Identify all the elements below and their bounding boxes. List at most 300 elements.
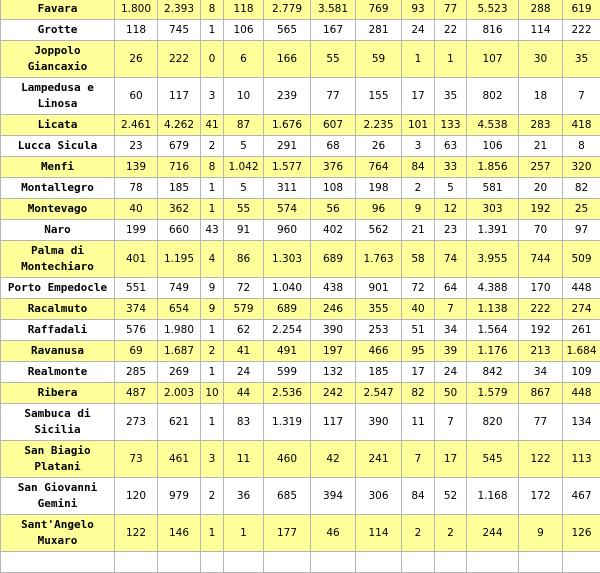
value-cell: 1 xyxy=(402,41,435,78)
value-cell: 689 xyxy=(264,299,311,320)
value-cell: 93 xyxy=(402,0,435,20)
value-cell: 1.176 xyxy=(467,341,519,362)
value-cell: 12 xyxy=(435,199,467,220)
table-row xyxy=(1,299,600,320)
value-cell: 26 xyxy=(356,136,402,157)
value-cell: 5 xyxy=(224,136,264,157)
value-cell: 2.003 xyxy=(158,383,201,404)
municipality-name-cell xyxy=(1,552,115,573)
value-cell: 108 xyxy=(311,178,356,199)
value-cell: 10 xyxy=(201,383,224,404)
value-cell: 43 xyxy=(201,220,224,241)
value-cell: 60 xyxy=(115,78,158,115)
value-cell: 132 xyxy=(311,362,356,383)
value-cell: 820 xyxy=(467,404,519,441)
value-cell: 77 xyxy=(435,0,467,20)
value-cell: 18 xyxy=(519,78,563,115)
value-cell: 1 xyxy=(201,178,224,199)
value-cell: 2 xyxy=(201,136,224,157)
value-cell: 461 xyxy=(158,441,201,478)
value-cell: 3 xyxy=(201,441,224,478)
value-cell: 744 xyxy=(519,241,563,278)
value-cell: 273 xyxy=(115,404,158,441)
value-cell: 1.579 xyxy=(467,383,519,404)
municipality-name-cell: Joppolo Giancaxio xyxy=(1,41,115,78)
table-row xyxy=(1,241,600,278)
value-cell: 1 xyxy=(224,515,264,552)
value-cell: 9 xyxy=(201,299,224,320)
value-cell: 241 xyxy=(356,441,402,478)
table-row xyxy=(1,157,600,178)
value-cell: 487 xyxy=(115,383,158,404)
value-cell: 222 xyxy=(158,41,201,78)
value-cell: 303 xyxy=(467,199,519,220)
value-cell: 607 xyxy=(311,115,356,136)
value-cell: 55 xyxy=(311,41,356,78)
value-cell: 17 xyxy=(435,441,467,478)
table-row xyxy=(1,404,600,441)
value-cell: 716 xyxy=(158,157,201,178)
value-cell: 17 xyxy=(402,78,435,115)
value-cell: 1.676 xyxy=(264,115,311,136)
value-cell: 581 xyxy=(467,178,519,199)
value-cell: 86 xyxy=(224,241,264,278)
value-cell: 55 xyxy=(224,199,264,220)
value-cell: 4 xyxy=(201,241,224,278)
value-cell xyxy=(435,552,467,573)
value-cell: 1.564 xyxy=(467,320,519,341)
value-cell: 40 xyxy=(115,199,158,220)
value-cell: 63 xyxy=(435,136,467,157)
value-cell: 745 xyxy=(158,20,201,41)
value-cell: 1.195 xyxy=(158,241,201,278)
table-row xyxy=(1,278,600,299)
value-cell: 283 xyxy=(519,115,563,136)
value-cell: 96 xyxy=(356,199,402,220)
value-cell: 562 xyxy=(356,220,402,241)
value-cell: 1.980 xyxy=(158,320,201,341)
value-cell: 7 xyxy=(402,441,435,478)
value-cell: 166 xyxy=(264,41,311,78)
municipality-name-cell: San Biagio Platani xyxy=(1,441,115,478)
value-cell: 9 xyxy=(201,278,224,299)
value-cell: 199 xyxy=(115,220,158,241)
value-cell: 40 xyxy=(402,299,435,320)
value-cell: 679 xyxy=(158,136,201,157)
value-cell: 72 xyxy=(224,278,264,299)
value-cell: 261 xyxy=(563,320,600,341)
table-row xyxy=(1,178,600,199)
value-cell: 491 xyxy=(264,341,311,362)
value-cell: 2.235 xyxy=(356,115,402,136)
value-cell xyxy=(115,552,158,573)
value-cell: 222 xyxy=(519,299,563,320)
table-row xyxy=(1,383,600,404)
value-cell: 82 xyxy=(563,178,600,199)
value-cell: 1 xyxy=(435,41,467,78)
value-cell: 87 xyxy=(224,115,264,136)
table-row xyxy=(1,441,600,478)
value-cell: 56 xyxy=(311,199,356,220)
value-cell: 2 xyxy=(402,178,435,199)
value-cell: 83 xyxy=(224,404,264,441)
value-cell: 291 xyxy=(264,136,311,157)
value-cell: 8 xyxy=(201,157,224,178)
municipality-name-cell: Grotte xyxy=(1,20,115,41)
value-cell xyxy=(563,552,600,573)
value-cell: 35 xyxy=(435,78,467,115)
value-cell: 122 xyxy=(519,441,563,478)
value-cell: 107 xyxy=(467,41,519,78)
value-cell: 660 xyxy=(158,220,201,241)
value-cell: 84 xyxy=(402,157,435,178)
value-cell: 599 xyxy=(264,362,311,383)
value-cell: 11 xyxy=(224,441,264,478)
value-cell: 579 xyxy=(224,299,264,320)
municipality-name-cell: Lucca Sicula xyxy=(1,136,115,157)
value-cell xyxy=(201,552,224,573)
value-cell: 242 xyxy=(311,383,356,404)
value-cell: 1.577 xyxy=(264,157,311,178)
value-cell: 1 xyxy=(201,362,224,383)
value-cell: 114 xyxy=(356,515,402,552)
value-cell: 35 xyxy=(563,41,600,78)
table-row xyxy=(1,115,600,136)
value-cell: 306 xyxy=(356,478,402,515)
value-cell: 10 xyxy=(224,78,264,115)
value-cell: 1.763 xyxy=(356,241,402,278)
table-row xyxy=(1,220,600,241)
value-cell: 621 xyxy=(158,404,201,441)
value-cell: 4.388 xyxy=(467,278,519,299)
value-cell: 448 xyxy=(563,383,600,404)
value-cell: 5.523 xyxy=(467,0,519,20)
value-cell: 1.856 xyxy=(467,157,519,178)
value-cell: 185 xyxy=(356,362,402,383)
value-cell: 257 xyxy=(519,157,563,178)
municipality-name-cell: Ribera xyxy=(1,383,115,404)
value-cell: 21 xyxy=(402,220,435,241)
municipality-name-cell: Montevago xyxy=(1,199,115,220)
table-row xyxy=(1,515,600,552)
value-cell: 118 xyxy=(224,0,264,20)
value-cell: 448 xyxy=(563,278,600,299)
value-cell: 394 xyxy=(311,478,356,515)
value-cell: 50 xyxy=(435,383,467,404)
value-cell: 155 xyxy=(356,78,402,115)
value-cell: 867 xyxy=(519,383,563,404)
value-cell: 390 xyxy=(311,320,356,341)
value-cell: 619 xyxy=(563,0,600,20)
value-cell: 576 xyxy=(115,320,158,341)
municipality-name-cell: Favara xyxy=(1,0,115,20)
value-cell: 117 xyxy=(311,404,356,441)
value-cell: 2.254 xyxy=(264,320,311,341)
value-cell: 816 xyxy=(467,20,519,41)
table-row xyxy=(1,136,600,157)
value-cell: 4.538 xyxy=(467,115,519,136)
value-cell: 34 xyxy=(435,320,467,341)
value-cell: 34 xyxy=(519,362,563,383)
value-cell: 51 xyxy=(402,320,435,341)
value-cell: 311 xyxy=(264,178,311,199)
value-cell: 120 xyxy=(115,478,158,515)
value-cell: 1 xyxy=(201,20,224,41)
municipality-name-cell: Realmonte xyxy=(1,362,115,383)
value-cell: 802 xyxy=(467,78,519,115)
value-cell: 26 xyxy=(115,41,158,78)
value-cell xyxy=(519,552,563,573)
value-cell: 565 xyxy=(264,20,311,41)
value-cell xyxy=(224,552,264,573)
value-cell: 197 xyxy=(311,341,356,362)
value-cell: 979 xyxy=(158,478,201,515)
value-cell: 7 xyxy=(435,404,467,441)
value-cell: 418 xyxy=(563,115,600,136)
value-cell: 36 xyxy=(224,478,264,515)
table-row xyxy=(1,341,600,362)
municipality-name-cell: San Giovanni Gemini xyxy=(1,478,115,515)
table-row xyxy=(1,199,600,220)
municipality-name-cell: Menfi xyxy=(1,157,115,178)
value-cell: 7 xyxy=(563,78,600,115)
table-row xyxy=(1,20,600,41)
value-cell: 288 xyxy=(519,0,563,20)
value-cell: 25 xyxy=(563,199,600,220)
value-cell: 901 xyxy=(356,278,402,299)
value-cell: 281 xyxy=(356,20,402,41)
value-cell xyxy=(402,552,435,573)
value-cell: 509 xyxy=(563,241,600,278)
municipality-name-cell: Sant'Angelo Muxaro xyxy=(1,515,115,552)
value-cell: 467 xyxy=(563,478,600,515)
value-cell: 70 xyxy=(519,220,563,241)
value-cell: 960 xyxy=(264,220,311,241)
value-cell: 77 xyxy=(519,404,563,441)
value-cell: 3.581 xyxy=(311,0,356,20)
value-cell: 9 xyxy=(519,515,563,552)
value-cell: 122 xyxy=(115,515,158,552)
municipality-name-cell: Raffadali xyxy=(1,320,115,341)
value-cell: 21 xyxy=(519,136,563,157)
value-cell: 8 xyxy=(563,136,600,157)
value-cell: 222 xyxy=(563,20,600,41)
value-cell: 52 xyxy=(435,478,467,515)
value-cell: 42 xyxy=(311,441,356,478)
value-cell: 253 xyxy=(356,320,402,341)
value-cell: 2 xyxy=(435,515,467,552)
value-cell: 118 xyxy=(115,20,158,41)
value-cell: 46 xyxy=(311,515,356,552)
value-cell xyxy=(158,552,201,573)
value-cell: 78 xyxy=(115,178,158,199)
value-cell: 58 xyxy=(402,241,435,278)
value-cell: 244 xyxy=(467,515,519,552)
value-cell: 685 xyxy=(264,478,311,515)
value-cell: 134 xyxy=(563,404,600,441)
value-cell: 401 xyxy=(115,241,158,278)
value-cell: 1 xyxy=(201,404,224,441)
value-cell: 239 xyxy=(264,78,311,115)
value-cell: 1.138 xyxy=(467,299,519,320)
value-cell: 376 xyxy=(311,157,356,178)
value-cell xyxy=(356,552,402,573)
value-cell: 117 xyxy=(158,78,201,115)
value-cell: 64 xyxy=(435,278,467,299)
value-cell: 30 xyxy=(519,41,563,78)
value-cell: 246 xyxy=(311,299,356,320)
value-cell: 22 xyxy=(435,20,467,41)
value-cell: 1.800 xyxy=(115,0,158,20)
value-cell: 17 xyxy=(402,362,435,383)
value-cell: 82 xyxy=(402,383,435,404)
value-cell: 177 xyxy=(264,515,311,552)
value-cell: 84 xyxy=(402,478,435,515)
value-cell: 126 xyxy=(563,515,600,552)
municipality-name-cell: Sambuca di Sicilia xyxy=(1,404,115,441)
value-cell: 2.547 xyxy=(356,383,402,404)
value-cell: 24 xyxy=(402,20,435,41)
value-cell: 2 xyxy=(402,515,435,552)
value-cell: 185 xyxy=(158,178,201,199)
value-cell: 192 xyxy=(519,320,563,341)
value-cell: 654 xyxy=(158,299,201,320)
value-cell: 44 xyxy=(224,383,264,404)
municipality-name-cell: Porto Empedocle xyxy=(1,278,115,299)
value-cell: 6 xyxy=(224,41,264,78)
value-cell: 466 xyxy=(356,341,402,362)
value-cell: 2.779 xyxy=(264,0,311,20)
value-cell: 438 xyxy=(311,278,356,299)
value-cell: 4.262 xyxy=(158,115,201,136)
value-cell: 2 xyxy=(201,478,224,515)
value-cell: 7 xyxy=(435,299,467,320)
value-cell: 2.536 xyxy=(264,383,311,404)
value-cell: 2.393 xyxy=(158,0,201,20)
value-cell: 23 xyxy=(115,136,158,157)
value-cell: 24 xyxy=(435,362,467,383)
value-cell: 1.391 xyxy=(467,220,519,241)
value-cell: 146 xyxy=(158,515,201,552)
municipality-name-cell: Montallegro xyxy=(1,178,115,199)
value-cell: 1.303 xyxy=(264,241,311,278)
value-cell: 114 xyxy=(519,20,563,41)
value-cell: 5 xyxy=(435,178,467,199)
value-cell: 274 xyxy=(563,299,600,320)
value-cell: 285 xyxy=(115,362,158,383)
table-row xyxy=(1,78,600,115)
value-cell: 72 xyxy=(402,278,435,299)
table-row xyxy=(1,320,600,341)
value-cell: 62 xyxy=(224,320,264,341)
value-cell: 11 xyxy=(402,404,435,441)
value-cell: 106 xyxy=(224,20,264,41)
value-cell: 3.955 xyxy=(467,241,519,278)
value-cell: 192 xyxy=(519,199,563,220)
value-cell: 41 xyxy=(224,341,264,362)
value-cell: 269 xyxy=(158,362,201,383)
table-row xyxy=(1,552,600,573)
value-cell: 109 xyxy=(563,362,600,383)
value-cell: 39 xyxy=(435,341,467,362)
value-cell xyxy=(264,552,311,573)
value-cell: 68 xyxy=(311,136,356,157)
value-cell: 133 xyxy=(435,115,467,136)
value-cell xyxy=(467,552,519,573)
value-cell: 33 xyxy=(435,157,467,178)
value-cell: 551 xyxy=(115,278,158,299)
value-cell: 77 xyxy=(311,78,356,115)
value-cell: 69 xyxy=(115,341,158,362)
value-cell: 574 xyxy=(264,199,311,220)
value-cell: 8 xyxy=(201,0,224,20)
municipality-name-cell: Licata xyxy=(1,115,115,136)
value-cell: 9 xyxy=(402,199,435,220)
value-cell: 374 xyxy=(115,299,158,320)
value-cell: 1.684 xyxy=(563,341,600,362)
value-cell: 749 xyxy=(158,278,201,299)
value-cell: 24 xyxy=(224,362,264,383)
municipality-name-cell: Lampedusa e Linosa xyxy=(1,78,115,115)
value-cell: 172 xyxy=(519,478,563,515)
value-cell: 764 xyxy=(356,157,402,178)
value-cell: 3 xyxy=(201,78,224,115)
value-cell: 1.319 xyxy=(264,404,311,441)
value-cell: 23 xyxy=(435,220,467,241)
value-cell: 3 xyxy=(402,136,435,157)
value-cell: 167 xyxy=(311,20,356,41)
value-cell: 74 xyxy=(435,241,467,278)
municipality-name-cell: Ravanusa xyxy=(1,341,115,362)
value-cell: 1.040 xyxy=(264,278,311,299)
value-cell: 59 xyxy=(356,41,402,78)
value-cell: 460 xyxy=(264,441,311,478)
value-cell: 2.461 xyxy=(115,115,158,136)
value-cell: 95 xyxy=(402,341,435,362)
value-cell: 91 xyxy=(224,220,264,241)
value-cell: 402 xyxy=(311,220,356,241)
value-cell: 113 xyxy=(563,441,600,478)
table-row xyxy=(1,478,600,515)
value-cell: 41 xyxy=(201,115,224,136)
table-row xyxy=(1,0,600,20)
value-cell xyxy=(311,552,356,573)
value-cell: 689 xyxy=(311,241,356,278)
value-cell: 362 xyxy=(158,199,201,220)
value-cell: 73 xyxy=(115,441,158,478)
municipality-name-cell: Naro xyxy=(1,220,115,241)
value-cell: 0 xyxy=(201,41,224,78)
value-cell: 769 xyxy=(356,0,402,20)
value-cell: 139 xyxy=(115,157,158,178)
value-cell: 101 xyxy=(402,115,435,136)
table-row xyxy=(1,362,600,383)
value-cell: 2 xyxy=(201,341,224,362)
value-cell: 1.687 xyxy=(158,341,201,362)
table-row xyxy=(1,41,600,78)
value-cell: 213 xyxy=(519,341,563,362)
value-cell: 1.042 xyxy=(224,157,264,178)
value-cell: 198 xyxy=(356,178,402,199)
value-cell: 1.168 xyxy=(467,478,519,515)
value-cell: 170 xyxy=(519,278,563,299)
value-cell: 320 xyxy=(563,157,600,178)
value-cell: 1 xyxy=(201,199,224,220)
value-cell: 5 xyxy=(224,178,264,199)
value-cell: 390 xyxy=(356,404,402,441)
table-body xyxy=(1,0,600,573)
value-cell: 97 xyxy=(563,220,600,241)
